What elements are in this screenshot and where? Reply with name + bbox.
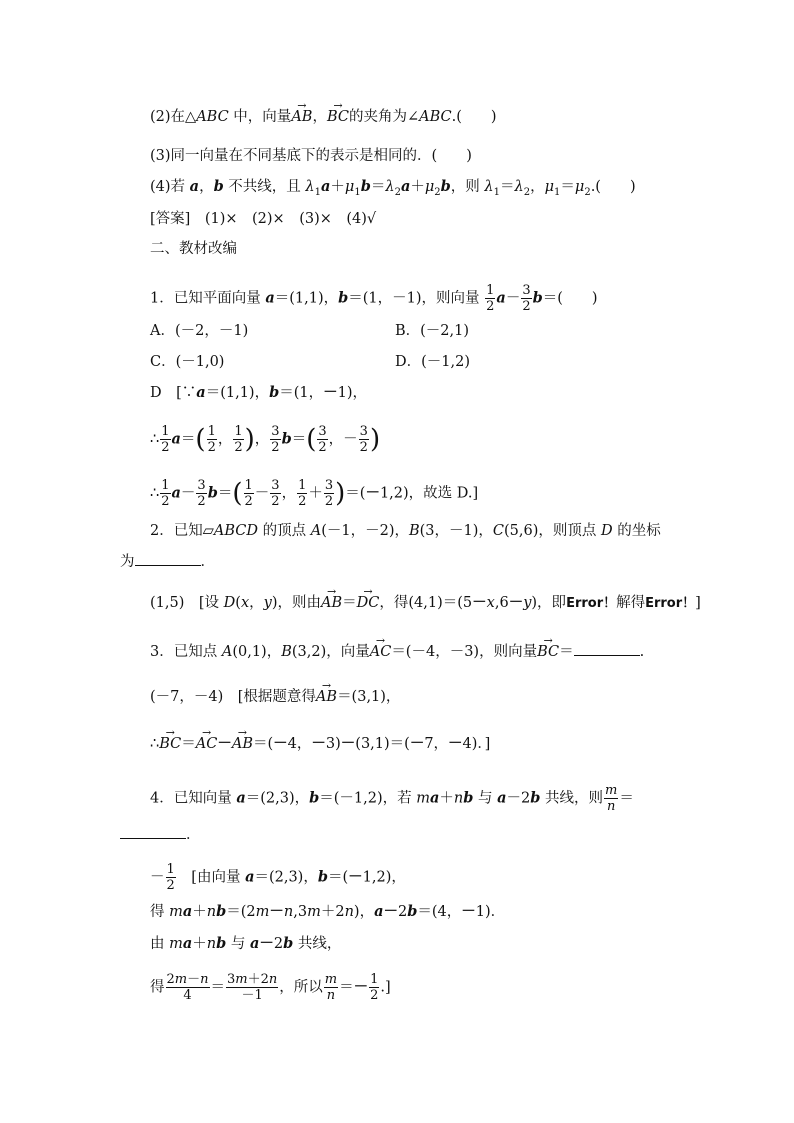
solution-1-line-1: D [∵a＝(1,1)，b＝(1，－1)，	[150, 384, 367, 401]
problem-4-line-1: 4．已知向量 a＝(2,3)，b＝(－1,2)，若 ma＋nb 与 a－2b 共线，则 $\frac{m}{n}$ ＝	[150, 783, 634, 814]
solution-1-line-3: ∴ $\frac{1}{2}$ a－ $\frac{3}{2}$ b＝( $\frac{1}{2}$ － $\frac{3}{2}$ ， $\frac{1}{2}$ ＋ $\frac{3}{2}$ )＝(－1,2)，故选 D.]	[150, 478, 479, 509]
problem-2-line-2: 为 ．	[120, 551, 215, 572]
question-4: (4)若 a，b 不共线，且 $\lambda_1a+\mu_1b=\lambda_2a+\mu_2b$，则 $\lambda_1=\lambda_2$，$\mu_1=\mu_2$.( )	[150, 178, 636, 198]
solution-4-line-4: 得 $\frac{2m-n}{4}$ ＝ $\frac{3m+2n}{-1}$ ，所以 $\frac{m}{n}$ ＝－ $\frac{1}{2}$ .]	[150, 972, 391, 1003]
option-b: B．(－2,1)	[395, 323, 470, 339]
solution-4-line-1: － $\frac{1}{2}$ [由向量 a＝(2,3)，b＝(－1,2)，	[150, 862, 406, 893]
option-a: A．(－2，－1)	[150, 323, 249, 339]
question-2: (2)在△ABC 中，向量→ AB，→ BC的夹角为∠ABC.( )	[150, 107, 497, 127]
question-3: (3)同一向量在不同基底下的表示是相同的．( )	[150, 148, 472, 164]
option-d: D．(－1,2)	[395, 354, 470, 370]
problem-4-line-2: ．	[120, 824, 201, 845]
solution-1-line-2: ∴ $\frac{1}{2}$ a＝( $\frac{1}{2}$ ， $\frac{1}{2}$ )， $\frac{3}{2}$ b＝( $\frac{3}{2}$ ，－ $\frac{3}{2}$ )	[150, 424, 381, 455]
solution-3-line-2: ∴→ BC＝→ AC－→ AB＝(－4，－3)－(3,1)＝(－7，－4)．]	[150, 734, 490, 754]
solution-2: (1,5) [设 D(x，y)，则由→ AB＝→ DC，得(4,1)＝(5－x,6－y)，即Error！解得Error！]	[150, 593, 701, 614]
answer-blank	[120, 824, 186, 839]
option-c: C．(－1,0)	[150, 354, 225, 370]
section-heading: 二、教材改编	[150, 241, 237, 257]
answer-blank	[574, 641, 640, 656]
solution-4-line-3: 由 ma＋nb 与 a－2b 共线，	[150, 935, 342, 952]
answer-blank	[135, 551, 201, 566]
problem-3: 3．已知点 A(0,1)，B(3,2)，向量→ AC＝(－4，－3)，则向量→ BC＝ .	[150, 641, 644, 662]
problem-2-line-1: 2．已知▱ABCD 的顶点 A(－1，－2)，B(3，－1)，C(5,6)，则顶点 D 的坐标	[150, 523, 661, 539]
problem-1: 1．已知平面向量 a＝(1,1)，b＝(1，－1)，则向量 $\frac{1}{2}$ a－ $\frac{3}{2}$ b＝( )	[150, 283, 598, 314]
answer-line: [答案] (1)× (2)× (3)× (4)√	[150, 211, 377, 227]
solution-3-line-1: (－7，－4) [根据题意得→ AB＝(3,1)，	[150, 687, 400, 707]
solution-4-line-2: 得 ma＋nb＝(2m－n,3m＋2n)，a－2b＝(4，－1)．	[150, 903, 506, 920]
